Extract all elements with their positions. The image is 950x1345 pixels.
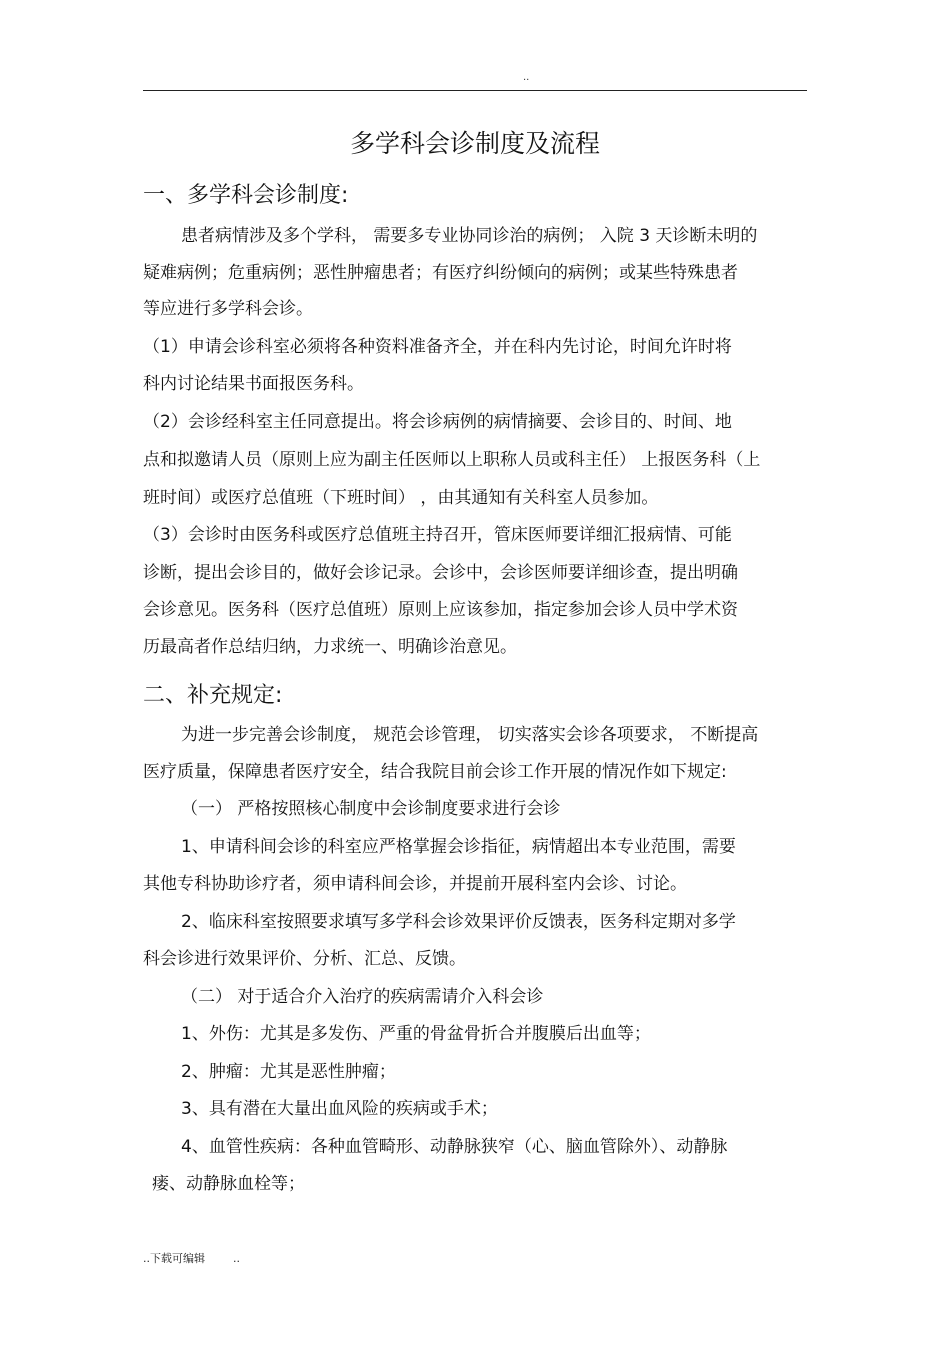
section2-line: 为进一步完善会诊制度， 规范会诊管理， 切实落实会诊各项要求， 不断提高 [181,725,759,745]
section2-line: 1、申请科间会诊的科室应严格掌握会诊指征，病情超出本专业范围，需要 [181,837,736,857]
section1-line: 疑难病例；危重病例；恶性肿瘤患者；有医疗纠纷倾向的病例；或某些特殊患者 [143,263,738,283]
footer-left: ..下载可编辑 [143,1252,205,1265]
section1-line: 患者病情涉及多个学科， 需要多专业协同诊治的病例； 入院 3 天诊断未明的 [181,226,758,246]
section1-line: 历最高者作总结归纳，力求统一、明确诊治意见。 [143,637,517,657]
section2-line: （二） 对于适合介入治疗的疾病需请介入科会诊 [181,987,544,1007]
section1-line: 科内讨论结果书面报医务科。 [143,374,364,394]
section1-heading: 一、多学科会诊制度: [143,183,349,208]
section2-line: 2、临床科室按照要求填写多学科会诊效果评价反馈表，医务科定期对多学 [181,912,736,932]
section1-line: 会诊意见。医务科（医疗总值班）原则上应该参加，指定参加会诊人员中学术资 [143,600,738,620]
section2-line: 瘘、动静脉血栓等； [152,1174,305,1194]
footer-right: .. [233,1252,240,1265]
section1-line: （1）申请会诊科室必须将各种资料准备齐全，并在科内先讨论，时间允许时将 [143,337,732,357]
section1-line: （2）会诊经科室主任同意提出。将会诊病例的病情摘要、会诊目的、时间、地 [143,412,732,432]
document-title: 多学科会诊制度及流程 [349,129,600,158]
header-dots: .. [523,72,530,83]
section2-heading: 二、补充规定: [143,683,283,708]
section1-line: 诊断，提出会诊目的，做好会诊记录。会诊中，会诊医师要详细诊查，提出明确 [143,563,738,583]
section2-line: 1、外伤：尤其是多发伤、严重的骨盆骨折合并腹膜后出血等； [181,1024,651,1044]
section1-line: 点和拟邀请人员（原则上应为副主任医师以上职称人员或科主任） 上报医务科（上 [143,450,761,470]
section2-line: 3、具有潜在大量出血风险的疾病或手术； [181,1099,498,1119]
header-rule [143,90,807,91]
footer [143,1250,240,1266]
section1-line: （3）会诊时由医务科或医疗总值班主持召开，管床医师要详细汇报病情、可能 [143,525,732,545]
section2-line: 4、血管性疾病：各种血管畸形、动静脉狭窄（心、脑血管除外）、动静脉 [181,1137,728,1157]
section2-line: （一） 严格按照核心制度中会诊制度要求进行会诊 [181,799,561,819]
section1-line: 班时间）或医疗总值班（下班时间） ，由其通知有关科室人员参加。 [143,488,659,508]
section1-line: 等应进行多学科会诊。 [143,299,313,319]
section2-line: 科会诊进行效果评价、分析、汇总、反馈。 [143,949,466,969]
section2-line: 其他专科协助诊疗者，须申请科间会诊，并提前开展科室内会诊、讨论。 [143,874,687,894]
section2-line: 医疗质量，保障患者医疗安全，结合我院目前会诊工作开展的情况作如下规定: [143,762,727,782]
section2-line: 2、肿瘤：尤其是恶性肿瘤； [181,1062,396,1082]
